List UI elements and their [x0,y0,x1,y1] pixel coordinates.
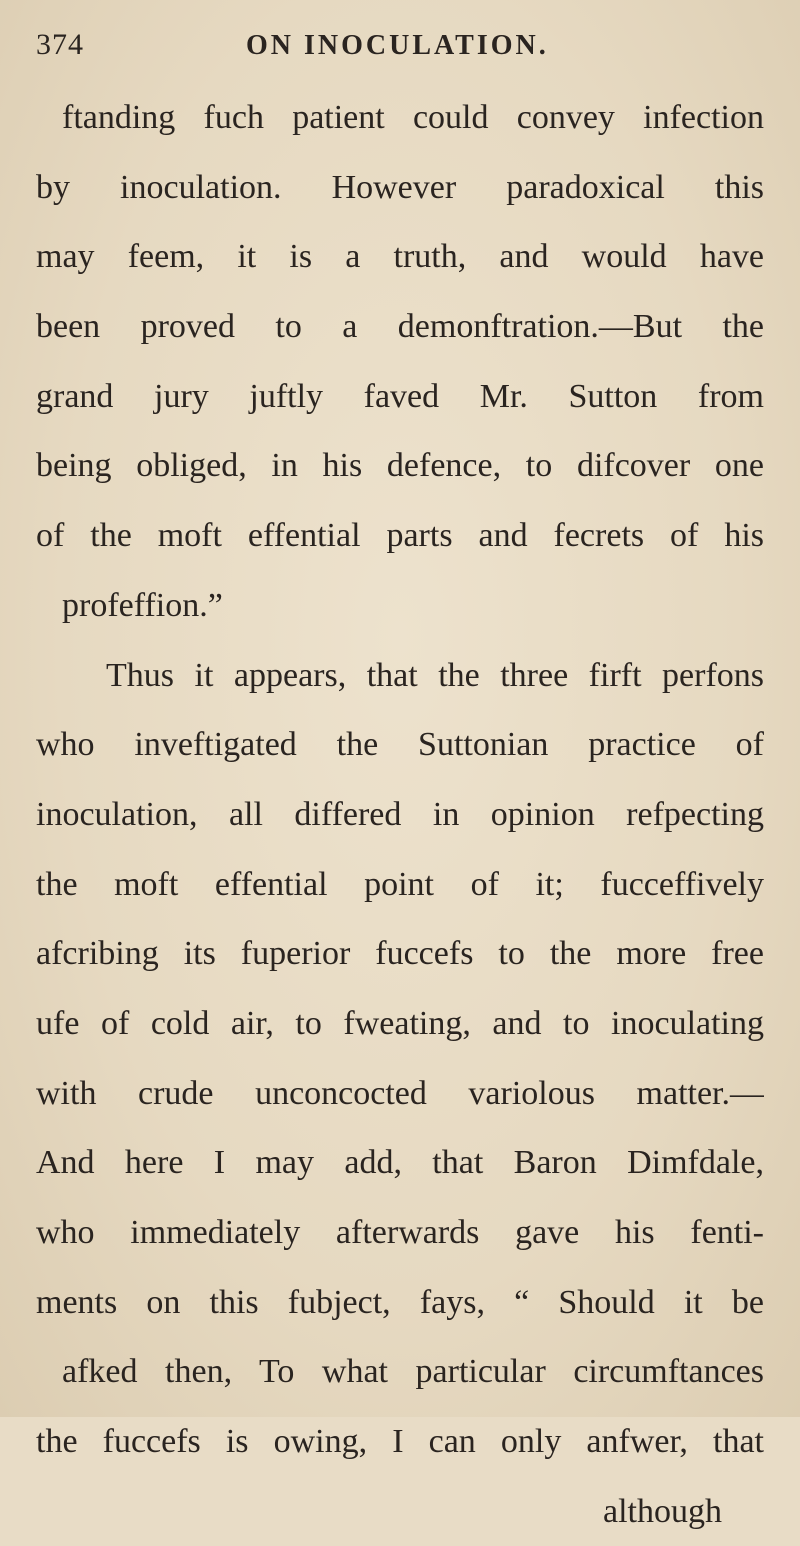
running-title: ON INOCULATION. [246,30,549,61]
page-number: 374 [36,28,84,61]
text-line: ments on this fubject, fays, “ Should it be [36,1283,764,1321]
text-line: inoculation, all differed in opinion refpecting [36,795,764,833]
text-line: been proved to a demonftration.—But the [36,308,764,346]
text-line: being obliged, in his defence, to difcover one [36,447,764,485]
text-line: afked then, To what particular circumftances [62,1353,764,1391]
text-line: of the moft effential parts and fecrets of his [36,517,764,555]
page-header [36,28,764,68]
text-line: ufe of cold air, to fweating, and to inoculating [36,1004,764,1042]
text-line: the moft effential point of it; fucceffively [36,865,764,903]
text-line: may feem, it is a truth, and would have [36,238,764,276]
text-line: And here I may add, that Baron Dimfdale, [36,1144,764,1182]
body-text [36,83,764,1546]
text-line: ftanding fuch patient could convey infection [62,99,764,136]
text-line: who immediately afterwards gave his fenti- [36,1214,764,1251]
catchword: although [603,1492,722,1530]
paragraph-start-line: Thus it appears, that the three firft perfons [106,656,764,694]
text-line: with crude unconcocted variolous matter.— [36,1074,764,1112]
text-line: who inveftigated the Suttonian practice of [36,726,764,764]
text-line: the fuccefs is owing, I can only anfwer, that [36,1423,764,1461]
text-line: by inoculation. However paradoxical this [36,168,764,206]
text-line: profeffion.” [62,586,223,624]
text-line: afcribing its fuperior fuccefs to the more free [36,935,764,973]
text-line: grand jury juftly faved Mr. Sutton from [36,377,764,415]
